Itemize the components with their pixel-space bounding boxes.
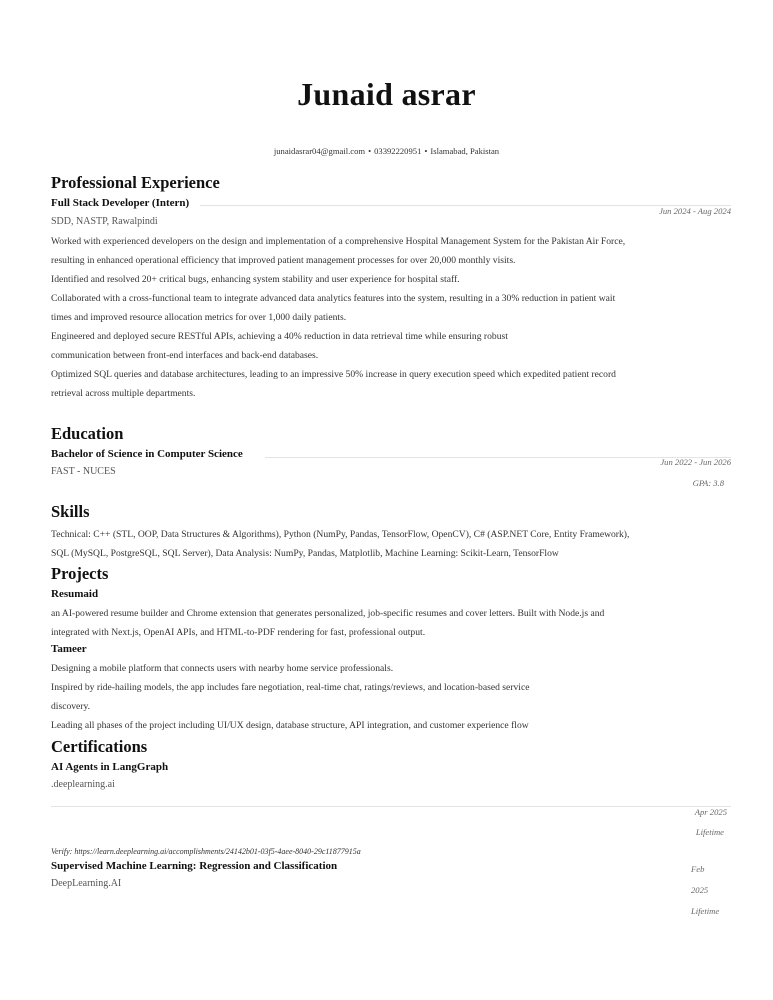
certification-validity: Lifetime [695,827,724,837]
project-description: discovery. [51,701,91,712]
experience-bullet: retrieval across multiple departments. [51,388,196,399]
certification-date-month: Feb [691,864,705,874]
project-name: Tameer [51,643,87,655]
location: Islamabad, Pakistan [430,146,500,156]
project-description: integrated with Next.js, OpenAI APIs, and HTML-to-PDF rendering for fast, professional output. [51,627,426,638]
certification-issuer: DeepLearning.AI [51,878,122,889]
divider [51,806,731,807]
experience-bullet: resulting in enhanced operational efficiency that improved patient management processes for over 20,000 monthly visits. [51,255,516,266]
contact-line [0,146,773,156]
experience-bullet: Optimized SQL queries and database architectures, leading to an impressive 50% increase in query execution speed which expedited patient record [51,369,616,380]
experience-role: Full Stack Developer (Intern) [51,197,190,209]
certification-name: AI Agents in LangGraph [51,761,169,773]
project-description: Leading all phases of the project including UI/UX design, database structure, API integration, and customer experience flow [51,720,529,731]
education-dates: Jun 2022 - Jun 2026 [660,457,731,467]
candidate-name: Junaid asrar [297,76,476,112]
divider [200,205,731,206]
certification-verify-link[interactable]: Verify: https://learn.deeplearning.ai/accomplishments/24142b01-03f5-4aee-8040-29c118779​15a [51,847,361,856]
education-gpa: GPA: 3.8 [692,478,724,488]
certification-issuer: .deeplearning.ai [51,779,115,790]
section-title-education: Education [51,424,124,443]
project-description: Inspired by ride-hailing models, the app includes fare negotiation, real-time chat, ratings/reviews, and location-based service [51,682,530,693]
experience-bullet: Identified and resolved 20+ critical bugs, enhancing system stability and user experience for hospital staff. [51,274,460,285]
experience-bullet: Worked with experienced developers on the design and implementation of a comprehensive Hospital Management System for the Pakistan Air Force, [51,236,626,247]
education-degree: Bachelor of Science in Computer Science [51,448,243,460]
skills-line: SQL (MySQL, PostgreSQL, SQL Server), Data Analysis: NumPy, Pandas, Matplotlib, Machine Learning: Scikit-Learn, TensorFlow [51,548,559,559]
certification-validity: Lifetime [691,906,720,916]
project-description: an AI-powered resume builder and Chrome extension that generates personalized, job-specific resumes and cover letters. Built with Node.js and [51,608,605,619]
certification-date: Apr 2025 [694,807,727,817]
project-description: Designing a mobile platform that connects users with nearby home service professionals. [51,663,394,674]
experience-bullet: communication between front-end interfaces and back-end databases. [51,350,319,361]
section-title-skills: Skills [51,502,90,521]
project-name: Resumaid [51,588,99,600]
certification-date-year: 2025 [691,885,709,895]
experience-org: SDD, NASTP, Rawalpindi [51,216,158,227]
experience-bullet: Engineered and deployed secure RESTful APIs, achieving a 40% reduction in data retrieval time while ensuring robust [51,331,508,342]
email-link[interactable]: junaidasrar04@gmail.com [273,146,366,156]
experience-bullet: Collaborated with a cross-functional team to integrate advanced data analytics features into the system, resulting in a 30% reduction in patient wait [51,293,616,304]
section-title-certifications: Certifications [51,737,148,756]
section-title-experience: Professional Experience [51,173,220,192]
phone-number: 03392220951 [374,146,422,156]
section-title-projects: Projects [51,564,109,583]
experience-dates: Jun 2024 - Aug 2024 [659,206,731,216]
certification-name: Supervised Machine Learning: Regression and Classification [51,860,338,872]
education-school: FAST - NUCES [51,466,116,477]
experience-bullet: times and improved resource allocation metrics for over 1,000 daily patients. [51,312,347,323]
separator-dot: • [424,146,428,156]
skills-line: Technical: C++ (STL, OOP, Data Structures & Algorithms), Python (NumPy, Pandas, TensorFlow, OpenCV), C# (ASP.NET Core, Entity Framework), [51,529,630,540]
separator-dot: • [368,146,372,156]
